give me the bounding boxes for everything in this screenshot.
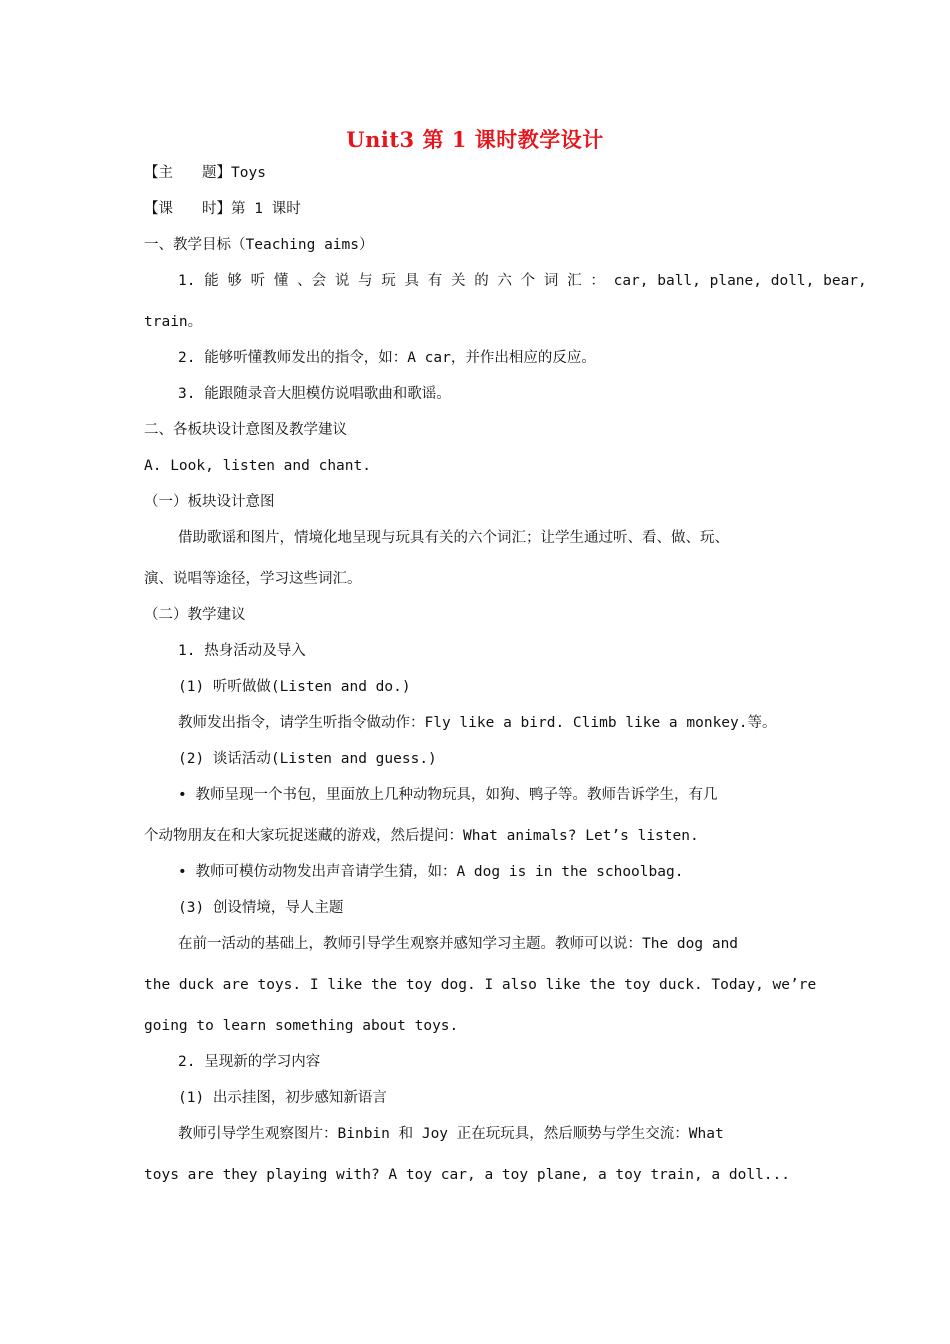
context-line-3: going to learn something about toys. [144, 1018, 459, 1034]
topic-line: 【主 题】Toys [144, 165, 266, 181]
picture-line-1: 教师引导学生观察图片：Binbin 和 Joy 正在玩玩具，然后顺势与学生交流：What [178, 1126, 724, 1142]
step-2-1-heading: (1) 出示挂图，初步感知新语言 [178, 1090, 387, 1106]
period-line: 【课 时】第 1 课时 [144, 201, 301, 217]
section-heading-aims: 一、教学目标（Teaching aims） [144, 237, 374, 253]
aim-1-line-2: train。 [144, 314, 203, 330]
bullet-2: • 教师可模仿动物发出声音请学生猜，如：A dog is in the schoolbag. [178, 864, 684, 880]
step-2-heading: 2. 呈现新的学习内容 [178, 1054, 321, 1070]
bullet-1-line-1: • 教师呈现一个书包，里面放上几种动物玩具，如狗、鸭子等。教师告诉学生，有几 [178, 787, 718, 803]
document-title: Unit3 第 1 课时教学设计 [346, 127, 604, 152]
intent-line-2: 演、说唱等途径，学习这些词汇。 [144, 571, 362, 587]
aim-2: 2. 能够听懂教师发出的指令，如：A car，并作出相应的反应。 [178, 350, 596, 366]
section-heading-design: 二、各板块设计意图及教学建议 [144, 422, 347, 438]
step-1-heading: 1. 热身活动及导入 [178, 643, 306, 659]
picture-line-2: toys are they playing with? A toy car, a toy plane, a toy train, a doll... [144, 1167, 791, 1183]
subheading-intent: （一）板块设计意图 [144, 494, 275, 510]
context-line-1: 在前一活动的基础上，教师引导学生观察并感知学习主题。教师可以说：The dog and [178, 936, 739, 952]
aim-1-line-1: 1. 能 够 听 懂 、会 说 与 玩 具 有 关 的 六 个 词 汇 ： car, ball, plane, doll, bear, [178, 273, 867, 289]
step-1-1-heading: (1) 听听做做(Listen and do.) [178, 679, 411, 695]
intent-line-1: 借助歌谣和图片，情境化地呈现与玩具有关的六个词汇；让学生通过听、看、做、玩、 [178, 530, 729, 546]
aim-3: 3. 能跟随录音大胆模仿说唱歌曲和歌谣。 [178, 386, 451, 402]
part-a-heading: A. Look, listen and chant. [144, 458, 371, 474]
step-1-3-heading: (3) 创设情境，导人主题 [178, 900, 344, 916]
bullet-1-line-2: 个动物朋友在和大家玩捉迷藏的游戏，然后提问：What animals? Let’s listen. [144, 828, 699, 844]
step-1-1-text: 教师发出指令，请学生听指令做动作：Fly like a bird. Climb like a monkey.等。 [178, 715, 777, 731]
subheading-suggestions: （二）教学建议 [144, 607, 246, 623]
context-line-2: the duck are toys. I like the toy dog. I also like the toy duck. Today, we’re [144, 977, 817, 993]
step-1-2-heading: (2) 谈话活动(Listen and guess.) [178, 751, 437, 767]
